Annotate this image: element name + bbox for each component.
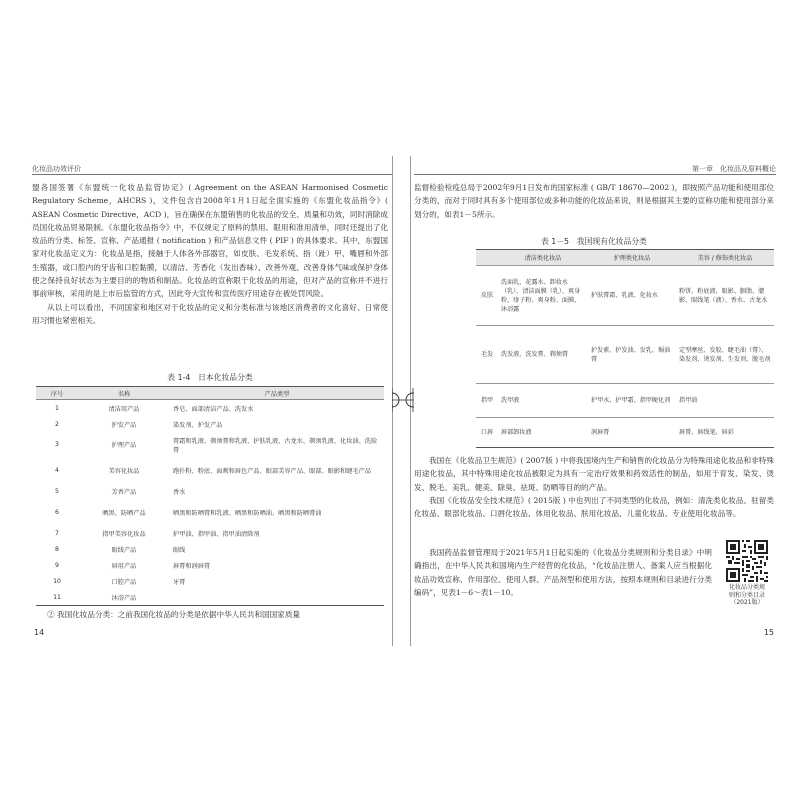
table-cell: 毛发 xyxy=(480,351,494,358)
paragraph: 从以上可以看出，不同国家和地区对于化妆品的定义和分类标准与该地区消费者的文化喜好、日常使用习惯也紧密相关。 xyxy=(32,302,388,325)
table-cell: 唇膏、唇线笔、唇彩 xyxy=(679,429,734,436)
table-cell: 11 xyxy=(53,593,61,601)
left-page xyxy=(32,150,392,652)
table-cell xyxy=(170,590,384,606)
table-caption: 表 1-4 日本化妆品分类 xyxy=(167,373,253,382)
table-cell: 8 xyxy=(55,546,59,553)
table-cell: 护理产品 xyxy=(111,442,137,449)
table-cell: 定型摩丝、发胶、睫毛油（膏）、染发剂、烫发剂、生发剂、脱毛剂 xyxy=(679,346,771,363)
table-cell: 膏霜和乳液、剃须膏和乳液、护肤乳液、古龙水、剃须乳液、化妆油、洗脸膏 xyxy=(173,437,378,454)
table-row xyxy=(36,526,384,542)
table-cell: 香皂、面部清洁产品、洗发水 xyxy=(173,405,254,413)
classification-table xyxy=(476,249,774,448)
table-cell: 护肤膏霜、乳液、化妆水 xyxy=(591,292,659,299)
table-header: 护理类化妆品 xyxy=(588,250,676,266)
table-row xyxy=(36,417,384,432)
table-row xyxy=(476,326,774,384)
table-row xyxy=(36,500,384,526)
table-cell: 眼线 xyxy=(173,547,186,554)
table-cell: 晒黑和防晒膏和乳液、晒黑和防晒油、晒黑和防晒膏油 xyxy=(173,510,322,517)
table-cell: 指甲油 xyxy=(679,397,698,404)
table-cell: 护甲水、护甲霜、指甲硬化剂 xyxy=(591,397,671,404)
table-cell: 1 xyxy=(55,404,59,412)
right-page xyxy=(414,150,776,652)
table-row xyxy=(476,418,774,448)
table-cell: 7 xyxy=(55,530,59,537)
table-cell: 3 xyxy=(55,441,59,448)
table-cell: 皮肤 xyxy=(480,292,494,299)
table-cell: 洗发液、洗发膏、剃须膏 xyxy=(501,351,569,358)
table-cell: 护发产品 xyxy=(111,421,137,429)
table-header: 序号 xyxy=(36,387,78,400)
table-cell: 口唇 xyxy=(480,429,494,436)
paragraph: 我国《化妆品安全技术规范》( 2015版 ) 中也列出了不同类型的化妆品，例如：清洗类化妆品、驻留类化妆品、眼部化妆品、口唇化妆品、体用化妆品、肤用化妆品、儿童化妆品、专业使用化妆品等。 xyxy=(414,495,774,519)
body-text xyxy=(414,546,712,599)
table-caption: 表 1－5 我国现有化妆品分类 xyxy=(541,237,647,246)
table-cell: 10 xyxy=(53,578,61,585)
table-cell: 护发素、护发油、发乳、焗油膏 xyxy=(591,346,671,363)
running-head: 第一章 化妆品及原料概论 xyxy=(692,165,776,173)
table-cell: 香水 xyxy=(173,489,186,496)
table-cell: 口腔产品 xyxy=(111,579,137,586)
table-cell: 洗甲液 xyxy=(501,397,520,404)
body-text xyxy=(414,181,774,221)
running-head: 化妆品功效评价 xyxy=(32,165,81,173)
table-cell: 唇膏和润唇膏 xyxy=(173,563,211,570)
paragraph: 盟各国签署《东盟统一化妆品监管协定》( Agreement on the ASEAN Harmonised Cosmetic Regulatory Scheme，AHCRS )，文件包含自2008年1月1日起全面实施的《东盟化妆品指令》( ASEAN Cosmetic Directive，ACD )，旨在确保在东盟销售的化妆品的安全、质量和功效，同时消除成员国化妆品贸易限制。《东盟化妆品指令》中，不仅规定了原料的禁用、限用和准用清单，同时还提出了化妆品的分类、标签、宣称、产品通报 ( notification ) 和产品信息文件 ( PIF ) 的具体要求。其中，东盟国家对化妆品定义为：化妆品是指，接触于人体各外部器官，如皮肤、毛发系统、指（趾）甲、嘴唇和外部生殖器，或口腔内的牙齿和口腔黏膜，以清洁、芳香化（发出香味）、改善外观、改善身体气味或保护身体使之保持良好状态为主要目的的物质和制品。化妆品的宣称限于化妆品的用途，但对产品的宣称并不进行事前审核，采用的是上市后监管的方式，因此夸大宣传和宣传医疗用途存在被处罚风险。 xyxy=(32,183,388,299)
body-text xyxy=(414,454,774,520)
table-row xyxy=(36,590,384,606)
header-rule xyxy=(414,174,776,175)
table-cell: 6 xyxy=(55,509,59,516)
page-number: 15 xyxy=(763,628,774,637)
classification-table xyxy=(36,386,384,606)
table-cell: 跑扑粉、粉底、面颊和唇色产品、眼部美容产品、眼部、眼影和睫毛产品 xyxy=(173,468,371,475)
table-header: 美容 / 修饰类化妆品 xyxy=(676,250,774,266)
table-row xyxy=(476,266,774,326)
table-cell: 晒黑、防晒产品 xyxy=(102,510,146,517)
table-cell: 指甲美容化妆品 xyxy=(102,531,146,538)
table-cell: 5 xyxy=(55,488,59,495)
table-cell: 润唇膏 xyxy=(591,429,610,436)
table-cell: 沐浴产品 xyxy=(111,594,137,602)
table-header: 清洁类化妆品 xyxy=(498,250,588,266)
table-cell: 4 xyxy=(55,467,59,474)
table-cell: 唇用产品 xyxy=(111,563,137,570)
table-cell: 唇部卸妆液 xyxy=(501,429,532,436)
table-header xyxy=(476,250,498,266)
table-header: 产品类型 xyxy=(170,387,384,400)
paragraph: 监督检验检疫总局于2002年9月1日发布的国家标准 ( GB/T 18670—2002 )，即按照产品功能和使用部位分类的，而对于同时具有多个使用部位或多种功能的化妆品来说，则是根据其主要的宣称功能和使用部分来划分的，如表1－5所示。 xyxy=(414,183,774,219)
table-cell: 2 xyxy=(55,420,59,428)
paragraph: ② 我国化妆品分类：之前我国化妆品的分类是依据中华人民共和国国家质量 xyxy=(47,610,301,619)
table-cell: 护甲油、指甲油、指甲油清除剂 xyxy=(173,531,260,538)
table-row xyxy=(36,542,384,558)
body-text xyxy=(32,181,388,327)
header-rule xyxy=(32,174,392,175)
table-cell: 清洁用产品 xyxy=(108,405,140,413)
table-header: 名称 xyxy=(78,387,170,400)
table-row xyxy=(36,400,384,417)
table-cell: 染发剂、护发产品 xyxy=(173,421,223,429)
table-row xyxy=(476,384,774,418)
paragraph: 我国在《化妆品卫生规范》( 2007版 ) 中将我国境内生产和销售的化妆品分为特殊用途化妆品和非特殊用途化妆品，其中特殊用途化妆品被限定为具有一定治疗效果和药效活性的制品，如用于育发、染发、烫发、脱毛、美乳、健美、除臭、祛斑、防晒等目的的产品。 xyxy=(414,456,774,492)
table-cell: 指甲 xyxy=(480,397,494,404)
table-row xyxy=(36,574,384,590)
table-row xyxy=(36,458,384,484)
table-row xyxy=(36,484,384,500)
qr-caption: 化妆品分类规 则和分类目录 （2021版） xyxy=(728,584,765,606)
paragraph: 我国药品监督管理局于2021年5月1日起实施的《化妆品分类规则和分类目录》中明确指出，在中华人民共和国境内生产经营的化妆品，“化妆品注册人、备案人应当根据化妆品功效宣称、作用部位、使用人群、产品剂型和使用方法，按照本规则和目录进行分类编码”，见表1－6～表1－10。 xyxy=(414,548,712,597)
table-row xyxy=(36,432,384,458)
qr-code xyxy=(726,540,768,582)
table-cell: 美容化妆品 xyxy=(108,468,140,475)
page-number: 14 xyxy=(34,628,45,637)
table-cell: 芳香产品 xyxy=(111,489,137,496)
table-cell: 9 xyxy=(55,562,59,569)
table-cell: 洗面乳、花露水、卸妆水（乳）、清洁面膜（乳）、爽身粉、痱子粉、爽身粉、面膜、沐浴露 xyxy=(501,278,581,313)
table-cell: 牙膏 xyxy=(173,579,186,586)
table-cell: 粉饼、粉底液、眼影、胭脂、腮影、眼线笔（液）、香水、古龙水 xyxy=(679,287,768,304)
body-text xyxy=(32,608,388,621)
table-row xyxy=(36,558,384,574)
table-cell: 眼线产品 xyxy=(111,547,137,554)
